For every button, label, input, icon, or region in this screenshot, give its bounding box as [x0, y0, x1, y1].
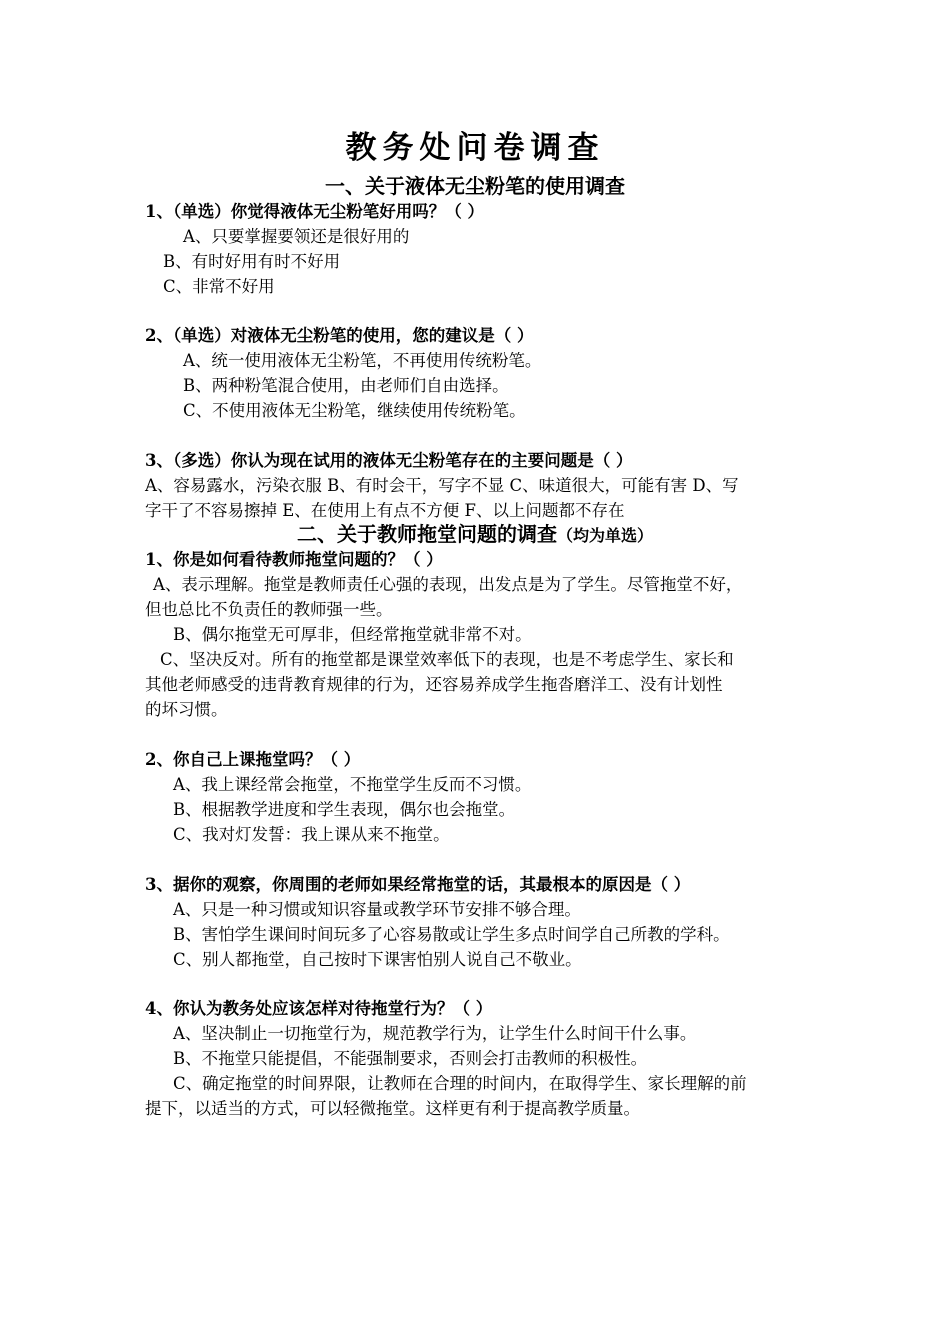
s2-q1-option-b: B、偶尔拖堂无可厚非，但经常拖堂就非常不对。 — [173, 625, 532, 644]
s1-q3-options-line1: A、容易露水，污染衣服 B、有时会干，写字不显 C、味道很大，可能有害 D、写 — [145, 476, 739, 495]
s1-q2-option-c: C、不使用液体无尘粉笔，继续使用传统粉笔。 — [183, 401, 526, 420]
s2-q1-option-c-line2: 其他老师感受的违背教育规律的行为，还容易养成学生拖沓磨洋工、没有计划性 — [145, 675, 723, 694]
s1-q1-option-c: C、非常不好用 — [163, 277, 275, 296]
section2-heading-text: 二、关于教师拖堂问题的调查 — [296, 522, 557, 546]
s1-q2-option-a: A、统一使用液体无尘粉笔，不再使用传统粉笔。 — [183, 351, 542, 370]
section2-heading-note: （均为单选） — [556, 526, 653, 545]
s2-q4-option-b: B、不拖堂只能提倡，不能强制要求，否则会打击教师的积极性。 — [173, 1049, 648, 1068]
s2-q2-option-b: B、根据教学进度和学生表现，偶尔也会拖堂。 — [173, 800, 516, 819]
s1-q1-question: 1、（单选）你觉得液体无尘粉笔好用吗？（ ） — [145, 202, 484, 221]
s2-q3-question: 3、据你的观察，你周围的老师如果经常拖堂的话，其最根本的原因是（ ） — [145, 875, 691, 894]
s2-q1-question: 1、你是如何看待教师拖堂问题的？（ ） — [145, 550, 443, 569]
s1-q1-option-b: B、有时好用有时不好用 — [163, 252, 341, 271]
section2-heading — [0, 521, 950, 549]
s1-q3-options-line2: 字干了不容易擦掉 E、在使用上有点不方便 F、以上问题都不存在 — [145, 501, 625, 520]
s2-q1-option-c-line3: 的坏习惯。 — [145, 700, 228, 719]
s1-q2-option-b: B、两种粉笔混合使用，由老师们自由选择。 — [183, 376, 509, 395]
s2-q4-question: 4、你认为教务处应该怎样对待拖堂行为？（ ） — [145, 999, 493, 1018]
s2-q4-option-c-line1: C、确定拖堂的时间界限，让教师在合理的时间内，在取得学生、家长理解的前 — [173, 1074, 747, 1093]
document-title: 教务处问卷调查 — [345, 130, 605, 166]
s2-q2-option-c: C、我对灯发誓：我上课从来不拖堂。 — [173, 825, 450, 844]
s1-q2-question: 2、（单选）对液体无尘粉笔的使用，您的建议是（ ） — [145, 326, 534, 345]
s2-q2-option-a: A、我上课经常会拖堂，不拖堂学生反而不习惯。 — [173, 775, 532, 794]
s2-q3-option-a: A、只是一种习惯或知识容量或教学环节安排不够合理。 — [173, 900, 581, 919]
section1-heading-text: 一、关于液体无尘粉笔的使用调查 — [325, 174, 625, 198]
s2-q1-option-c-line1: C、坚决反对。所有的拖堂都是课堂效率低下的表现，也是不考虑学生、家长和 — [160, 650, 734, 669]
s2-q3-option-c: C、别人都拖堂，自己按时下课害怕别人说自己不敬业。 — [173, 950, 582, 969]
s2-q1-option-a-line1: A、表示理解。拖堂是教师责任心强的表现，出发点是为了学生。尽管拖堂不好， — [153, 575, 743, 594]
s1-q3-question: 3、（多选）你认为现在试用的液体无尘粉笔存在的主要问题是（ ） — [145, 451, 633, 470]
s2-q1-option-a-line2: 但也总比不负责任的教师强一些。 — [145, 600, 393, 619]
section1-heading — [0, 173, 950, 199]
s2-q4-option-a: A、坚决制止一切拖堂行为，规范教学行为，让学生什么时间干什么事。 — [173, 1024, 697, 1043]
s1-q1-option-a: A、只要掌握要领还是很好用的 — [183, 227, 410, 246]
s2-q4-option-c-line2: 提下，以适当的方式，可以轻微拖堂。这样更有利于提高教学质量。 — [145, 1099, 640, 1118]
s2-q3-option-b: B、害怕学生课间时间玩多了心容易散或让学生多点时间学自己所教的学科。 — [173, 925, 730, 944]
s2-q2-question: 2、你自己上课拖堂吗？（ ） — [145, 750, 361, 769]
